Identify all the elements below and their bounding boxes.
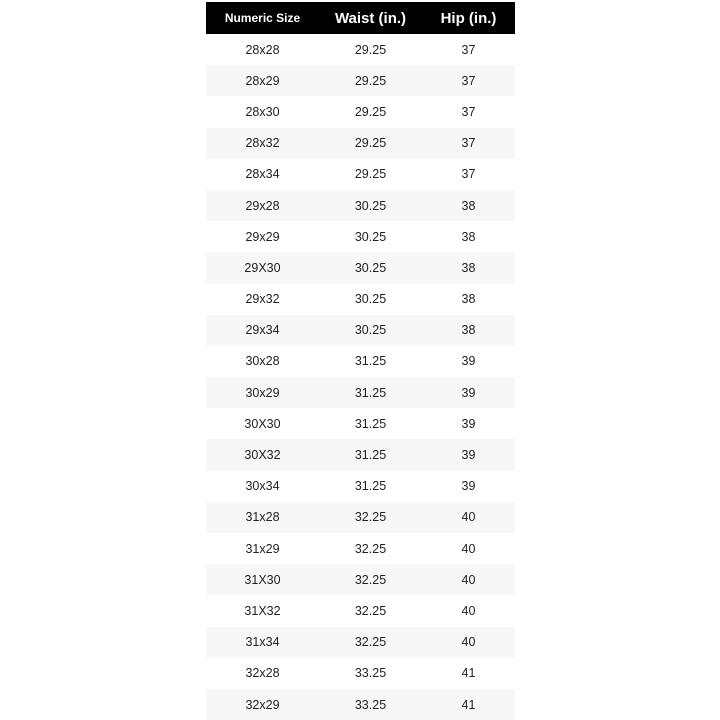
cell-numeric-size: 28x34: [245, 167, 280, 182]
cell-waist: 32.25: [354, 635, 387, 650]
table-row: [206, 627, 515, 658]
header-numeric-size: Numeric Size: [224, 11, 301, 25]
cell-hip: 39: [461, 385, 476, 400]
cell-numeric-size: 28x30: [245, 104, 280, 119]
cell-numeric-size: 30X32: [244, 448, 281, 463]
cell-numeric-size: 32x28: [245, 666, 280, 681]
cell-numeric-size: 29x28: [245, 198, 280, 213]
cell-waist: 31.25: [354, 354, 387, 369]
cell-hip: 37: [461, 104, 476, 119]
cell-hip: 38: [461, 260, 476, 275]
cell-hip: 38: [461, 292, 476, 307]
cell-hip: 37: [461, 73, 476, 88]
table-row: [206, 439, 515, 470]
table-row: [206, 96, 515, 127]
cell-numeric-size: 31x34: [245, 635, 280, 650]
table-row: [206, 533, 515, 564]
cell-numeric-size: 30X30: [244, 416, 281, 431]
cell-waist: 33.25: [354, 697, 387, 712]
cell-numeric-size: 29X30: [244, 260, 281, 275]
cell-numeric-size: 31X30: [244, 572, 281, 587]
cell-waist: 29.25: [354, 136, 387, 151]
table-row: [206, 128, 515, 159]
cell-numeric-size: 31x29: [245, 541, 280, 556]
table-row: [206, 346, 515, 377]
cell-waist: 31.25: [354, 416, 387, 431]
cell-hip: 37: [461, 136, 476, 151]
cell-waist: 30.25: [354, 292, 387, 307]
table-row: [206, 502, 515, 533]
cell-hip: 39: [461, 354, 476, 369]
cell-hip: 39: [461, 416, 476, 431]
cell-hip: 39: [461, 448, 476, 463]
table-row: [206, 658, 515, 689]
cell-waist: 30.25: [354, 260, 387, 275]
table-row: [206, 190, 515, 221]
cell-waist: 30.25: [354, 198, 387, 213]
cell-hip: 37: [461, 167, 476, 182]
cell-hip: 38: [461, 198, 476, 213]
cell-numeric-size: 28x29: [245, 73, 280, 88]
header-waist: Waist (in.): [334, 9, 407, 27]
cell-hip: 40: [461, 510, 476, 525]
cell-waist: 32.25: [354, 510, 387, 525]
table-row: [206, 564, 515, 595]
cell-numeric-size: 29x34: [245, 323, 280, 338]
cell-waist: 33.25: [354, 666, 387, 681]
cell-numeric-size: 30x29: [245, 385, 280, 400]
table-row: [206, 408, 515, 439]
table-row: [206, 471, 515, 502]
cell-hip: 41: [461, 666, 476, 681]
cell-waist: 29.25: [354, 42, 387, 57]
cell-hip: 37: [461, 42, 476, 57]
cell-hip: 41: [461, 697, 476, 712]
cell-numeric-size: 30x34: [245, 479, 280, 494]
cell-waist: 31.25: [354, 448, 387, 463]
table-row: [206, 252, 515, 283]
cell-waist: 31.25: [354, 385, 387, 400]
table-row: [206, 284, 515, 315]
cell-hip: 40: [461, 603, 476, 618]
cell-waist: 31.25: [354, 479, 387, 494]
cell-waist: 30.25: [354, 323, 387, 338]
cell-hip: 40: [461, 541, 476, 556]
table-row: [206, 34, 515, 65]
cell-hip: 38: [461, 323, 476, 338]
cell-numeric-size: 30x28: [245, 354, 280, 369]
cell-waist: 32.25: [354, 572, 387, 587]
table-header: [206, 2, 515, 34]
table-row: [206, 377, 515, 408]
table-row: [206, 65, 515, 96]
table-row: [206, 159, 515, 190]
header-row: [206, 2, 515, 34]
cell-waist: 32.25: [354, 603, 387, 618]
cell-numeric-size: 29x32: [245, 292, 280, 307]
cell-numeric-size: 32x29: [245, 697, 280, 712]
table-row: [206, 595, 515, 626]
cell-hip: 40: [461, 572, 476, 587]
cell-numeric-size: 31X32: [244, 603, 281, 618]
table-row: [206, 315, 515, 346]
cell-numeric-size: 29x29: [245, 229, 280, 244]
cell-numeric-size: 28x28: [245, 42, 280, 57]
cell-hip: 38: [461, 229, 476, 244]
table-row: [206, 689, 515, 720]
cell-numeric-size: 28x32: [245, 136, 280, 151]
header-hip: Hip (in.): [440, 9, 497, 27]
cell-waist: 29.25: [354, 104, 387, 119]
cell-waist: 29.25: [354, 73, 387, 88]
cell-numeric-size: 31x28: [245, 510, 280, 525]
cell-hip: 39: [461, 479, 476, 494]
table-body: [206, 34, 515, 720]
cell-hip: 40: [461, 635, 476, 650]
cell-waist: 30.25: [354, 229, 387, 244]
table-row: [206, 221, 515, 252]
cell-waist: 32.25: [354, 541, 387, 556]
cell-waist: 29.25: [354, 167, 387, 182]
size-chart-table: [206, 2, 515, 720]
